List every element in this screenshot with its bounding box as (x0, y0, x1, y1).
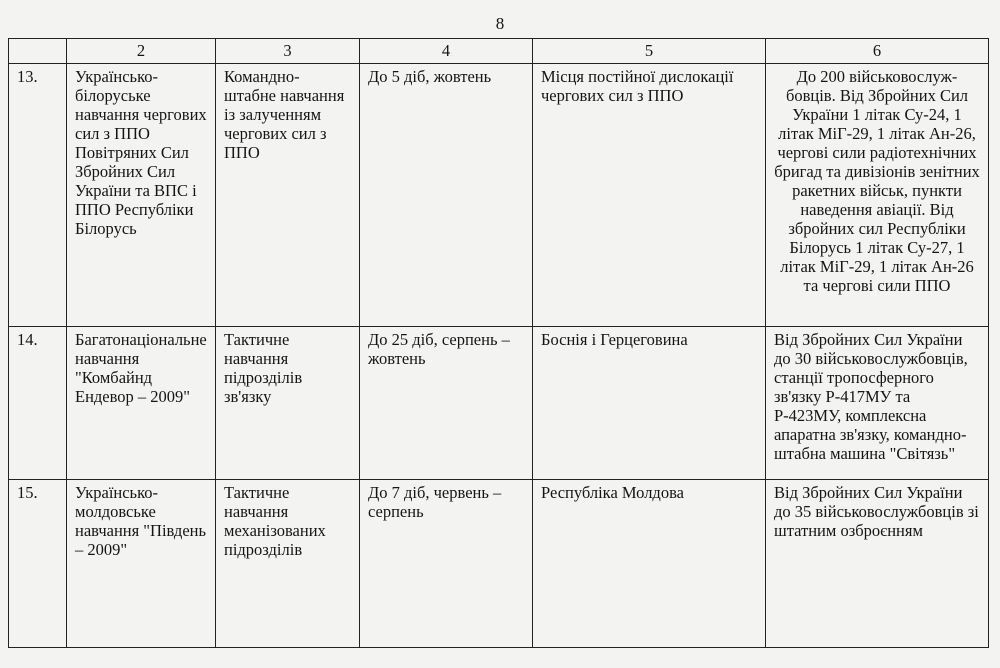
row-number: 15. (9, 480, 67, 648)
exercise-term: До 25 діб, серпень – жовтень (360, 327, 533, 480)
row-number: 13. (9, 64, 67, 327)
column-header-4: 4 (360, 39, 533, 64)
exercise-forces: Від Збройних Сил України до 35 військовослужбовців зі штатним озброєнням (766, 480, 989, 648)
exercise-type: Тактичне навчання підрозділів зв'язку (216, 327, 360, 480)
exercise-forces: Від Збройних Сил України до 30 військовослужбовців, станції тропосферного зв'язку Р-417МУ та Р-423МУ, комплексна апаратна зв'язку, командно-штабна машина "Світязь" (766, 327, 989, 480)
table-row (9, 64, 989, 327)
column-header-number (9, 39, 67, 64)
header-row (9, 39, 989, 64)
exercise-type: Командно-штабне навчання із залученням чергових сил з ППО (216, 64, 360, 327)
column-header-5: 5 (533, 39, 766, 64)
page-number: 8 (495, 14, 505, 33)
column-header-6: 6 (766, 39, 989, 64)
table-row (9, 327, 989, 480)
exercise-name: Українсько-молдовське навчання "Південь – 2009" (67, 480, 216, 648)
exercise-place: Республіка Молдова (533, 480, 766, 648)
row-number: 14. (9, 327, 67, 480)
exercise-name: Українсько-білоруське навчання чергових сил з ППО Повітряних Сил Збройних Сил України та ВПС і ППО Республіки Білорусь (67, 64, 216, 327)
exercise-place: Місця постійної дислокації чергових сил з ППО (533, 64, 766, 327)
exercise-term: До 5 діб, жовтень (360, 64, 533, 327)
exercise-type: Тактичне навчання механізованих підрозділів (216, 480, 360, 648)
exercise-place: Боснія і Герцеговина (533, 327, 766, 480)
column-header-3: 3 (216, 39, 360, 64)
table-row (9, 480, 989, 648)
column-header-2: 2 (67, 39, 216, 64)
exercise-forces: До 200 військовослуж-бовців. Від Збройних Сил України 1 літак Су-24, 1 літак МіГ-29, 1 літак Ан-26, чергові сили радіотехнічних бригад та дивізіонів зенітних ракетних військ, пункти наведення авіації. Від збройних сил Республіки Білорусь 1 літак Су-27, 1 літак МіГ-29, 1 літак Ан-26 та чергові сили ППО (766, 64, 989, 327)
exercise-name: Багатонаціональне навчання "Комбайнд Ендевор – 2009" (67, 327, 216, 480)
exercise-term: До 7 діб, червень – серпень (360, 480, 533, 648)
exercises-table (8, 38, 989, 648)
